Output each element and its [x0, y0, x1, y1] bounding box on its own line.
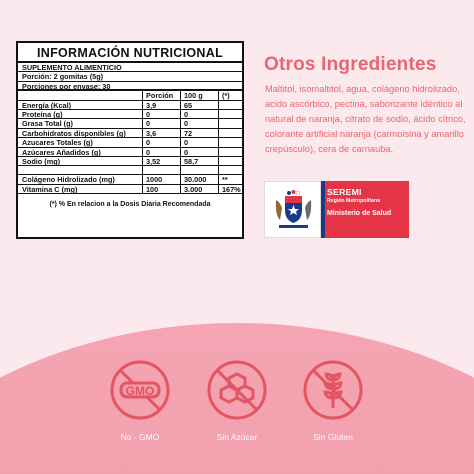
nutrition-row	[18, 138, 242, 147]
seremi-stripe	[321, 181, 325, 238]
no-gluten-icon	[301, 358, 365, 422]
nutrition-row	[18, 185, 242, 194]
column-divider	[142, 91, 143, 194]
badge-label: No - GMO	[120, 432, 160, 442]
nutrition-footnote: (*) % En relacion a la Dosis Diaria Recomendada	[49, 201, 211, 209]
nutrient-value: 0	[184, 147, 189, 157]
nutrient-value: 65	[184, 100, 193, 110]
no-sugar-icon	[205, 358, 269, 422]
column-divider	[218, 91, 219, 194]
column-divider	[180, 91, 181, 194]
nutrition-subtitle: SUPLEMENTO ALIMENTICIO	[18, 63, 242, 72]
seremi-panel	[321, 181, 409, 238]
nutrient-label: Grasa Total (g)	[22, 119, 73, 129]
nutrient-value: **	[222, 175, 228, 185]
nutrition-row	[18, 101, 242, 110]
nutrient-label: Energía (Kcal)	[22, 100, 72, 110]
badge-label: Sin Gluten	[313, 432, 353, 442]
nutrient-label: Colágeno Hidrolizado (mg)	[22, 175, 115, 185]
nutrient-value: 0	[184, 138, 189, 148]
nutrition-row	[18, 110, 242, 119]
nutrient-value: 167%	[222, 184, 241, 194]
seremi-logo	[264, 181, 409, 238]
seremi-ministry: Ministerio de Salud	[327, 210, 392, 217]
badge-label: Sin Azúcar	[216, 432, 258, 442]
nutrient-value: 3,52	[146, 156, 161, 166]
nutrient-value: 3,6	[146, 128, 157, 138]
seremi-title: SEREMI	[327, 187, 362, 197]
chile-coat-of-arms-icon	[264, 181, 321, 238]
nutrition-facts-table	[16, 41, 244, 239]
nutrition-header-row	[18, 91, 242, 100]
header-portion: Porción	[146, 91, 174, 101]
nutrient-label: Proteína (g)	[22, 109, 63, 119]
nutrient-value: 0	[146, 109, 151, 119]
nutrient-value: 72	[184, 128, 193, 138]
nutrition-rows	[18, 91, 242, 194]
no-gmo-icon	[108, 358, 172, 422]
header-dv: (*)	[222, 91, 230, 101]
nutrient-label: Azúcares Añadidos (g)	[22, 147, 101, 157]
nutrient-value: 30.000	[184, 175, 207, 185]
nutrient-label: Carbohidratos disponibles (g)	[22, 128, 126, 138]
nutrient-value: 58,7	[184, 156, 199, 166]
serving-size: Porción: 2 gomitas (5g)	[18, 72, 242, 81]
nutrition-row	[18, 157, 242, 166]
nutrient-value: 3,9	[146, 100, 157, 110]
svg-text:GMO: GMO	[125, 384, 155, 398]
nutrient-value: 0	[184, 109, 189, 119]
nutrient-value: 0	[146, 138, 151, 148]
seremi-region: Región Metropolitana	[327, 198, 381, 204]
nutrient-label: Azucares Totales (g)	[22, 138, 93, 148]
nutrient-value: 100	[146, 184, 159, 194]
nutrition-title: INFORMACIÓN NUTRICIONAL	[18, 43, 242, 63]
ingredients-heading: Otros Ingredientes	[264, 54, 437, 75]
nutrient-label: Vitamina C (mg)	[22, 184, 78, 194]
nutrient-value: 0	[146, 119, 151, 129]
nutrition-row	[18, 119, 242, 128]
nutrition-row	[18, 148, 242, 157]
header-100g: 100 g	[184, 91, 203, 101]
ingredients-text: Maltitol, isomaltitol, agua, colágeno hidrolizado, acido ascórbico, pectina, saborizante idéntico al natural de naranja, citrato de sodio, ácido cítrico, colorante artificial naranja (carmoisina y amarillo crepúsculo), cera de carnauba.	[265, 84, 466, 154]
servings-per-container: Porciones por envase: 30	[18, 82, 242, 91]
nutrition-row	[18, 129, 242, 138]
nutrient-label: Sodio (mg)	[22, 156, 61, 166]
nutrient-value: 0	[146, 147, 151, 157]
nutrient-value: 0	[184, 119, 189, 129]
nutrition-row	[18, 175, 242, 184]
nutrient-value: 1000	[146, 175, 163, 185]
nutrient-value: 3.000	[184, 184, 203, 194]
nutrition-gap	[18, 166, 242, 175]
